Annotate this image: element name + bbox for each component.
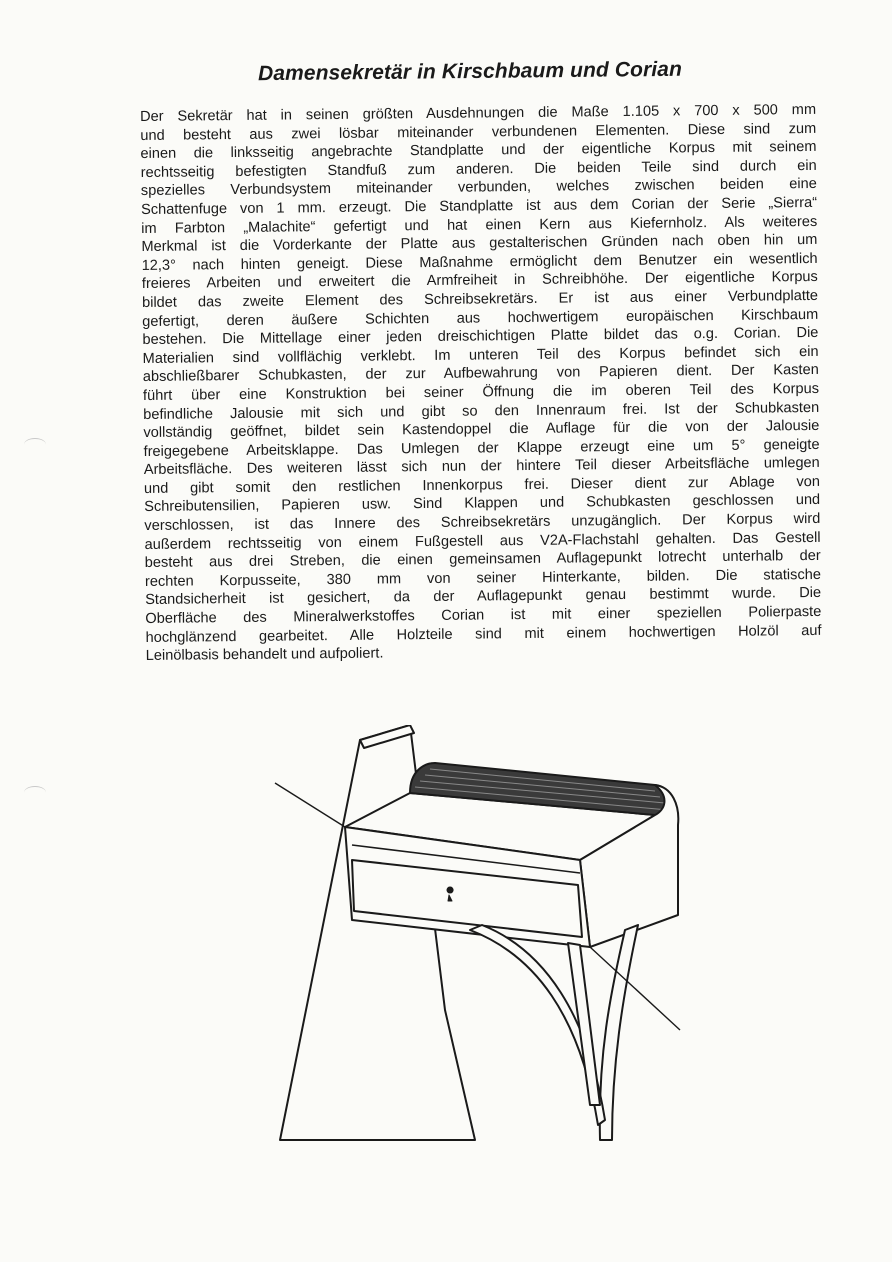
text-line: Der Sekretär hat in seinen größten Ausdehnungen die Maße 1.105 x 700 x 500 mm	[140, 101, 817, 125]
text-line: rechtsseitig befestigten Standfuß zum anderen. Die beiden Teile sind durch ein	[140, 157, 817, 181]
text-line: gefertigt, deren äußere Schichten aus hochwertigem europäischen Kirschbaum	[142, 306, 819, 330]
guide-line-left	[275, 783, 345, 827]
text-line: und gibt somit den restlichen Innenkorpus frei. Dieser dient zur Ablage von	[143, 473, 821, 497]
text-line: abschließbarer Schubkasten, der zur Aufbewahrung von Papieren dient. Der Kasten	[142, 362, 819, 386]
text-line: freieres Arbeiten und erweitert die Armfreiheit in Schreibhöhe. Der eigentliche Korpus	[141, 269, 818, 293]
text-line: spezielles Verbundsystem miteinander verbunden, welches zwischen beiden eine	[140, 176, 817, 200]
text-line: Schreibutensilien, Papieren usw. Sind Klappen und Schubkasten geschlossen und	[144, 492, 821, 516]
body-paragraph	[140, 101, 822, 666]
text-line: führt über eine Konstruktion bei seiner Öffnung die im oberen Teil des Korpus	[142, 380, 820, 404]
text-line: einen die linksseitig angebrachte Standplatte und der eigentliche Korpus mit seinem	[140, 139, 817, 163]
text-line: rechten Korpusseite, 380 mm von seiner Hinterkante, bilden. Die statische	[144, 566, 822, 590]
text-line: verschlossen, ist das Innere des Schreibsekretärs unzugänglich. Der Korpus wird	[144, 510, 821, 535]
text-line: außerdem rechtsseitig von einem Fußgestell aus V2A-Flachstahl gehalten. Das Gestell	[144, 529, 821, 553]
guide-line-right	[590, 947, 680, 1030]
text-line: vollständig geöffnet, bildet sein Kastendoppel die Auflage für die von der Jalousie	[143, 417, 820, 442]
text-line: bestehen. Die Mittellage einer jeden dreischichtigen Platte bildet das o.g. Corian. Die	[142, 325, 819, 349]
text-line: hochglänzend gearbeitet. Alle Holzteile sind mit einem hochwertigen Holzöl auf	[145, 622, 822, 646]
steel-frame-strut-right	[600, 925, 638, 1140]
page-title: Damensekretär in Kirschbaum und Corian	[257, 57, 683, 86]
punch-hole-mark	[24, 438, 46, 451]
text-line: freigegebene Arbeitsklappe. Das Umlegen der Klappe erzeugt eine um 5° geneigte	[143, 436, 820, 460]
text-line: Merkmal ist die Vorderkante der Platte aus gestalterischen Gründen nach oben hin um	[141, 232, 818, 256]
text-line: im Farbton „Malachite“ gefertigt und hat einen Kern aus Kiefernholz. Als weiteres	[141, 213, 818, 237]
text-line: Schattenfuge von 1 mm. erzeugt. Die Standplatte ist aus dem Corian der Serie „Sierra“	[140, 194, 818, 218]
text-line: befindliche Jalousie mit sich und gibt so den Innenraum frei. Ist der Schubkasten	[143, 399, 820, 423]
text-line: Standsicherheit ist gesichert, da der Auflagepunkt genau bestimmt wurde. Die	[145, 585, 822, 609]
text-line: Arbeitsfläche. Des weiteren lässt sich nun der hintere Teil dieser Arbeitsfläche umlegen	[143, 455, 820, 479]
text-line: besteht aus drei Streben, die einen gemeinsamen Auflagepunkt lotrecht unterhalb der	[144, 548, 821, 572]
text-line: und besteht aus zwei lösbar miteinander verbundenen Elementen. Diese sind zum	[140, 120, 817, 144]
desk-sketch-illustration	[260, 725, 710, 1175]
punch-hole-mark	[24, 786, 46, 799]
text-line: Leinölbasis behandelt und aufpoliert.	[145, 645, 384, 665]
text-line: bildet das zweite Element des Schreibsekretärs. Er ist aus einer Verbundplatte	[141, 287, 819, 311]
text-line: 12,3° nach hinten geneigt. Diese Maßnahme ermöglicht dem Benutzer ein wesentlich	[141, 250, 818, 274]
text-line: Oberfläche des Mineralwerkstoffes Corian ist mit einer speziellen Polierpaste	[145, 603, 822, 628]
text-line: Materialien sind vollflächig verklebt. Im unteren Teil des Korpus befindet sich ein	[142, 343, 819, 367]
